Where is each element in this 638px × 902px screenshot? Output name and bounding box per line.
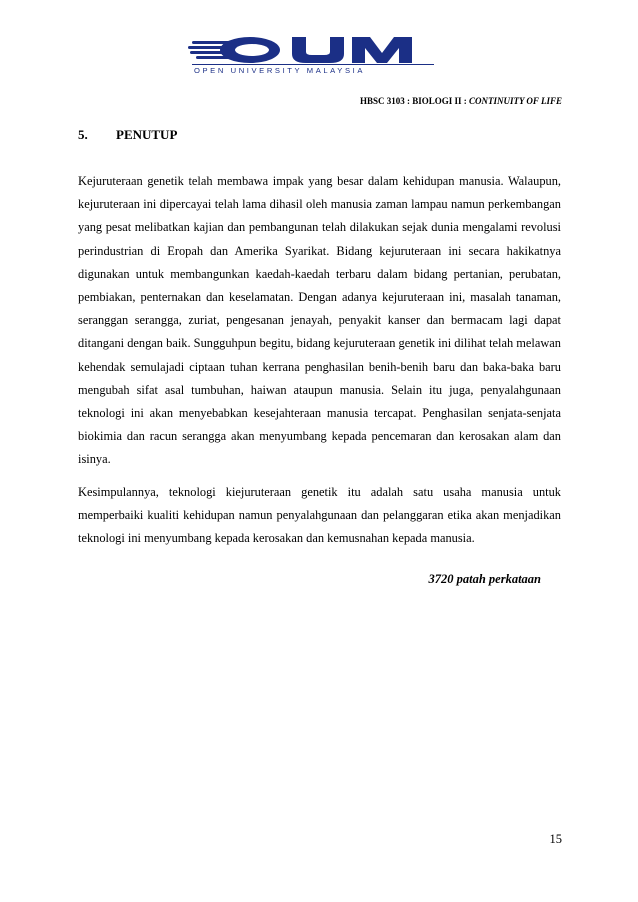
section-number: 5.	[78, 127, 88, 142]
oum-logo-graphic	[188, 34, 438, 74]
section-title: PENUTUP	[116, 127, 178, 142]
paragraph-summary: Kesimpulannya, teknologi kiejuruteraan genetik itu adalah satu usaha manusia untuk memperbaiki kualiti kehidupan namun penyalahgunaan dan pelanggaran etika akan menjadikan teknologi ini menyumbang kepada kerosakan dan kemusnahan kepada manusia.	[78, 485, 561, 546]
section-heading	[78, 127, 177, 143]
course-subtitle: CONTINUITY OF LIFE	[468, 96, 562, 106]
paragraph-conclusion-body: Kejuruteraan genetik telah membawa impak yang besar dalam kehidupan manusia. Walaupun, kejuruteraan ini dipercayai telah lama dihasil oleh manusia zaman lampau namun perkembangan yang pesat melibatkan kajian dan pembangunan telah dilakukan sejak dunia mengalami revolusi perindustrian di Eropah dan Amerika Syarikat. Bidang kejuruteraan ini secara hakikatnya digunakan untuk membangunkan kaedah-kaedah terbaru dalam bidang pertanian, perubatan, pembiakan, penternakan dan keselamatan. Dengan adanya kejuruteraan ini, masalah tanaman, seranggan serangga, zuriat, pengesanan jenayah, penyakit kanser dan bermacam lagi dapat ditangani dengan baik. Sungguhpun begitu, bidang kejuruteraan genetik ini dilihat telah melawan kehendak semulajadi ciptaan tuhan kerrana penghasilan benih-benih baru dan baka-baka baru mengubah sifat asal tumbuhan, haiwan ataupun manusia. Selain itu juga, penyalahgunaan teknologi ini akan menyebabkan kesejahteraan manusia tercapat. Penghasilan senjata-senjata biokimia dan racun serangga akan menyumbang kepada pencemaran dan kerosakan alam dan isinya.	[78, 174, 561, 467]
logo-tagline: OPEN UNIVERSITY MALAYSIA	[194, 66, 365, 74]
word-count: 3720 patah perkataan	[428, 572, 541, 586]
course-code: HBSC 3103 : BIOLOGI II :	[359, 96, 467, 106]
running-header	[360, 96, 562, 106]
page-number: 15	[549, 832, 562, 846]
oum-logo	[188, 34, 438, 74]
